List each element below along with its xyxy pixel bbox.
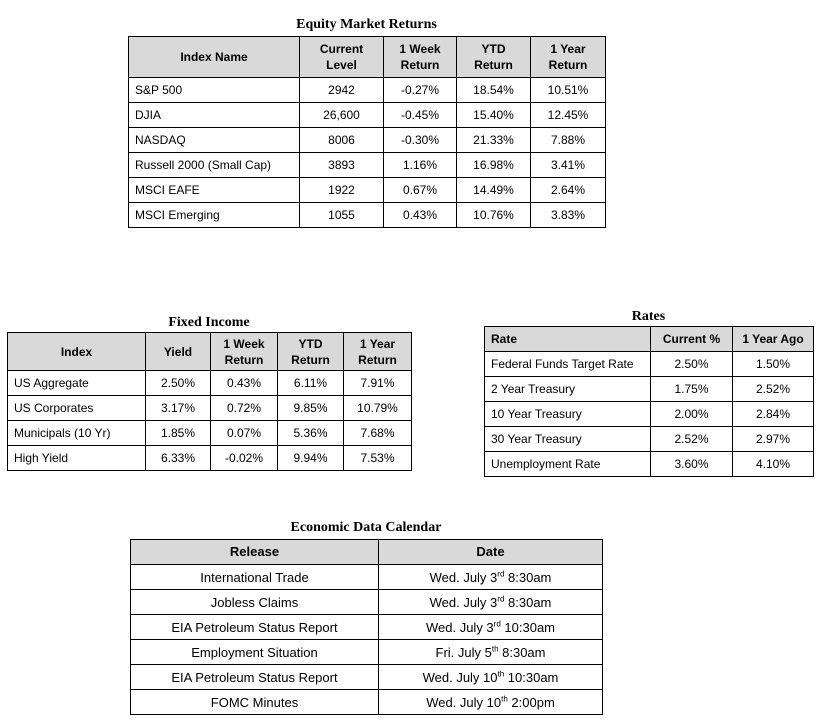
ytd-return: 15.40%	[457, 103, 531, 128]
week-return: 0.43%	[384, 203, 457, 228]
table-row	[131, 690, 603, 715]
table-row	[485, 427, 814, 452]
ytd-return: 14.49%	[457, 178, 531, 203]
index-name: High Yield	[8, 446, 146, 471]
release-name: EIA Petroleum Status Report	[131, 665, 379, 690]
table-row	[131, 590, 603, 615]
release-date: Wed. July 3rd 8:30am	[379, 590, 603, 615]
index-name: Municipals (10 Yr)	[8, 421, 146, 446]
equity-table	[128, 36, 606, 228]
yield: 6.33%	[146, 446, 211, 471]
rate-name: Federal Funds Target Rate	[485, 352, 651, 377]
table-row	[129, 178, 606, 203]
table-row	[131, 640, 603, 665]
table-row	[485, 452, 814, 477]
equity-title: Equity Market Returns	[296, 17, 437, 32]
index-name: Russell 2000 (Small Cap)	[129, 153, 300, 178]
index-name: NASDAQ	[129, 128, 300, 153]
week-return: 1.16%	[384, 153, 457, 178]
year-return: 7.68%	[344, 421, 412, 446]
col-rate: Rate	[485, 327, 651, 352]
ytd-return: 21.33%	[457, 128, 531, 153]
table-row	[8, 371, 412, 396]
rate-name: Unemployment Rate	[485, 452, 651, 477]
year-ago-rate: 2.84%	[733, 402, 814, 427]
week-return: 0.43%	[211, 371, 278, 396]
release-name: Employment Situation	[131, 640, 379, 665]
release-date: Wed. July 3rd 10:30am	[379, 615, 603, 640]
col-current-level: Current Level	[300, 37, 384, 78]
econ-calendar-table	[130, 539, 603, 715]
year-ago-rate: 1.50%	[733, 352, 814, 377]
rate-name: 10 Year Treasury	[485, 402, 651, 427]
current-rate: 2.52%	[651, 427, 733, 452]
col-1year-ago: 1 Year Ago	[733, 327, 814, 352]
econ-calendar-section	[130, 519, 602, 715]
week-return: 0.67%	[384, 178, 457, 203]
year-return: 7.88%	[531, 128, 606, 153]
week-return: -0.27%	[384, 78, 457, 103]
year-return: 3.41%	[531, 153, 606, 178]
current-level: 2942	[300, 78, 384, 103]
table-row	[129, 78, 606, 103]
current-level: 3893	[300, 153, 384, 178]
fixed-income-table	[7, 332, 412, 471]
week-return: 0.07%	[211, 421, 278, 446]
table-row	[8, 446, 412, 471]
release-date: Fri. July 5th 8:30am	[379, 640, 603, 665]
rate-name: 2 Year Treasury	[485, 377, 651, 402]
rates-table	[484, 326, 814, 477]
current-rate: 3.60%	[651, 452, 733, 477]
index-name: MSCI Emerging	[129, 203, 300, 228]
col-yield: Yield	[146, 333, 211, 371]
ytd-return: 9.85%	[278, 396, 344, 421]
ytd-return: 18.54%	[457, 78, 531, 103]
year-return: 7.53%	[344, 446, 412, 471]
year-return: 2.64%	[531, 178, 606, 203]
col-1year-return: 1 Year Return	[531, 37, 606, 78]
index-name: US Corporates	[8, 396, 146, 421]
year-return: 12.45%	[531, 103, 606, 128]
table-row	[485, 352, 814, 377]
table-row	[8, 396, 412, 421]
index-name: S&P 500	[129, 78, 300, 103]
year-return: 3.83%	[531, 203, 606, 228]
col-ytd-return: YTD Return	[457, 37, 531, 78]
year-return: 7.91%	[344, 371, 412, 396]
index-name: US Aggregate	[8, 371, 146, 396]
ytd-return: 16.98%	[457, 153, 531, 178]
econ-calendar-title: Economic Data Calendar	[290, 520, 442, 535]
current-level: 26,600	[300, 103, 384, 128]
release-date: Wed. July 10th 10:30am	[379, 665, 603, 690]
yield: 3.17%	[146, 396, 211, 421]
release-date: Wed. July 3rd 8:30am	[379, 565, 603, 590]
rates-title: Rates	[631, 309, 666, 324]
equity-section	[128, 16, 605, 228]
week-return: -0.02%	[211, 446, 278, 471]
rates-section	[484, 308, 813, 477]
col-1week-return: 1 Week Return	[211, 333, 278, 371]
yield: 2.50%	[146, 371, 211, 396]
year-return: 10.51%	[531, 78, 606, 103]
col-index: Index	[8, 333, 146, 371]
table-row	[129, 153, 606, 178]
release-name: EIA Petroleum Status Report	[131, 615, 379, 640]
year-ago-rate: 4.10%	[733, 452, 814, 477]
table-row	[131, 615, 603, 640]
year-return: 10.79%	[344, 396, 412, 421]
table-row	[485, 377, 814, 402]
year-ago-rate: 2.52%	[733, 377, 814, 402]
table-row	[131, 565, 603, 590]
table-row	[8, 421, 412, 446]
release-name: FOMC Minutes	[131, 690, 379, 715]
week-return: -0.30%	[384, 128, 457, 153]
col-current-pct: Current %	[651, 327, 733, 352]
col-date: Date	[379, 540, 603, 565]
col-index-name: Index Name	[129, 37, 300, 78]
fixed-income-section	[7, 314, 411, 471]
table-row	[485, 402, 814, 427]
col-1week-return: 1 Week Return	[384, 37, 457, 78]
current-level: 1055	[300, 203, 384, 228]
current-rate: 1.75%	[651, 377, 733, 402]
table-row	[129, 203, 606, 228]
fixed-income-title: Fixed Income	[168, 315, 250, 330]
table-row	[129, 128, 606, 153]
ytd-return: 6.11%	[278, 371, 344, 396]
ytd-return: 10.76%	[457, 203, 531, 228]
col-ytd-return: YTD Return	[278, 333, 344, 371]
index-name: MSCI EAFE	[129, 178, 300, 203]
yield: 1.85%	[146, 421, 211, 446]
index-name: DJIA	[129, 103, 300, 128]
year-ago-rate: 2.97%	[733, 427, 814, 452]
ytd-return: 5.36%	[278, 421, 344, 446]
release-name: International Trade	[131, 565, 379, 590]
current-rate: 2.00%	[651, 402, 733, 427]
current-level: 8006	[300, 128, 384, 153]
ytd-return: 9.94%	[278, 446, 344, 471]
week-return: 0.72%	[211, 396, 278, 421]
release-date: Wed. July 10th 2:00pm	[379, 690, 603, 715]
release-name: Jobless Claims	[131, 590, 379, 615]
col-release: Release	[131, 540, 379, 565]
table-row	[131, 665, 603, 690]
current-rate: 2.50%	[651, 352, 733, 377]
current-level: 1922	[300, 178, 384, 203]
rate-name: 30 Year Treasury	[485, 427, 651, 452]
col-1year-return: 1 Year Return	[344, 333, 412, 371]
table-row	[129, 103, 606, 128]
week-return: -0.45%	[384, 103, 457, 128]
